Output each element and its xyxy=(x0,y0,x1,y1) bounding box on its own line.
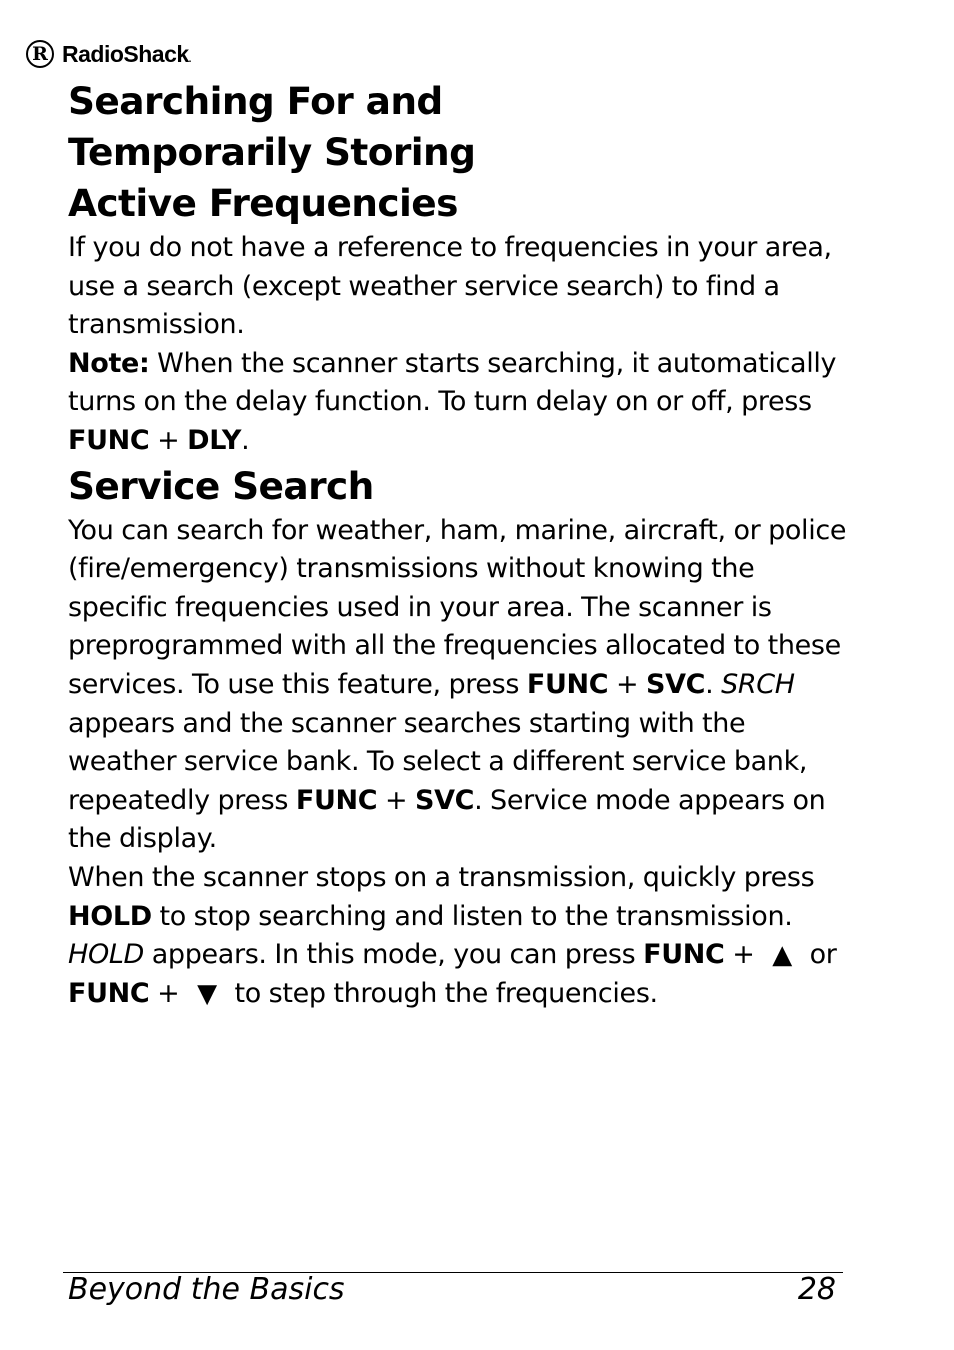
footer-section-title: Beyond the Basics xyxy=(68,1272,345,1307)
section-title-searching xyxy=(68,76,848,229)
note-label: Note: xyxy=(68,347,150,379)
page-number: 28 xyxy=(797,1272,836,1307)
brand-suffix: . xyxy=(188,53,191,65)
key-func: FUNC xyxy=(643,939,725,971)
title-line-3: Active Frequencies xyxy=(68,181,458,225)
p1-text-4: . Service mode appears on the display. xyxy=(68,784,826,855)
plus-sign: + xyxy=(149,977,188,1009)
note-end: . xyxy=(241,424,250,456)
display-srch: SRCH xyxy=(721,668,795,700)
note-text-1: When the scanner starts searching, it automatically turns on the delay function. To turn delay on or off, press xyxy=(68,347,837,418)
key-func: FUNC xyxy=(68,424,150,456)
key-hold: HOLD xyxy=(68,900,152,932)
key-svc: SVC xyxy=(646,668,706,700)
radioshack-logo xyxy=(26,37,191,71)
plus-sign: + xyxy=(724,939,763,971)
key-func: FUNC xyxy=(295,784,378,816)
plus-sign: + xyxy=(608,668,646,700)
key-dly: DLY xyxy=(187,424,242,456)
key-func: FUNC xyxy=(526,668,609,700)
p2-text-4: to step through the frequencies. xyxy=(226,977,658,1009)
intro-paragraph: If you do not have a reference to frequencies in your area, use a search (except weather service search) to find a transmission. xyxy=(68,232,832,341)
p2-text-1: When the scanner stops on a transmission, quickly press xyxy=(68,861,815,893)
registered-r-icon: R xyxy=(26,40,54,68)
p1-text-1: You can search for weather, ham, marine, aircraft, or police (fire/emergency) transmissions without knowing the specific frequencies used in your area. The scanner is preprogrammed with all the frequencies allocated to these services. To use this feature, press xyxy=(68,514,847,700)
title-line-2: Temporarily Storing xyxy=(68,130,476,174)
plus-sign: + xyxy=(149,424,188,456)
p1-text-2: . xyxy=(705,668,722,700)
plus-sign: + xyxy=(377,784,415,816)
brand-text: RadioShack xyxy=(62,40,189,67)
p2-text-3: appears. In this mode, you can press xyxy=(144,939,644,971)
or-text: or xyxy=(801,939,837,971)
key-svc: SVC xyxy=(414,784,475,816)
key-func: FUNC xyxy=(68,977,150,1009)
p2-text-2: to stop searching and listen to the transmission. xyxy=(151,900,793,932)
down-arrow-icon: ▼ xyxy=(197,978,217,1009)
page-footer xyxy=(68,1271,836,1309)
hold-paragraph xyxy=(68,859,848,1013)
note-paragraph xyxy=(68,345,848,461)
brand-name xyxy=(62,41,191,68)
up-arrow-icon: ▲ xyxy=(772,940,792,971)
display-hold: HOLD xyxy=(68,939,144,971)
title-line-1: Searching For and xyxy=(68,79,443,123)
p1-text-3: appears and the scanner searches starting with the weather service bank. To select a different service bank, repeatedly press xyxy=(68,707,808,816)
page-content xyxy=(68,76,848,1013)
section-title-service-search: Service Search xyxy=(68,463,374,508)
service-search-paragraph xyxy=(68,512,848,859)
